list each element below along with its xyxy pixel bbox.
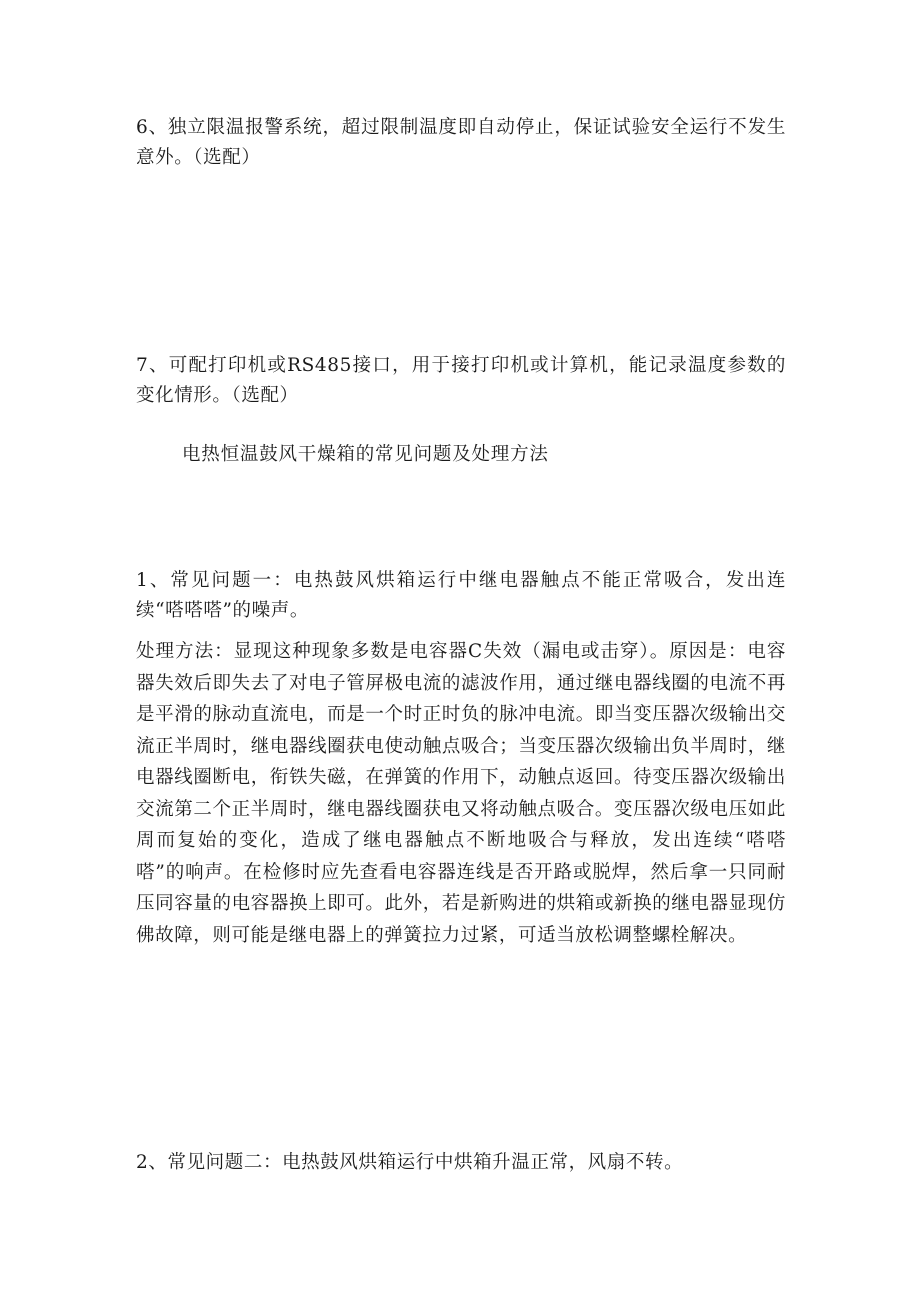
- problem-1-solution: 处理方法：显现这种现象多数是电容器C失效（漏电或击穿）。原因是：电容器失效后即失去了对电子管屏极电流的滤波作用，通过继电器线圈的电流不再是平滑的脉动直流电，而是一个时正时负的脉冲电流。即当变压器次级输出交流正半周时，继电器线圈获电使动触点吸合；当变压器次级输出负半周时，继电器线圈断电，衔铁失磁，在弹簧的作用下，动触点返回。待变压器次级输出交流第二个正半周时，继电器线圈获电又将动触点吸合。变压器次级电压如此周而复始的变化，造成了继电器触点不断地吸合与释放，发出连续“嗒嗒嗒”的响声。在检修时应先查看电容器连线是否开路或脱焊，然后拿一只同耐压同容量的电容器换上即可。此外，若是新购进的烘箱或新换的继电器显现仿佛故障，则可能是继电器上的弹簧拉力过紧，可适当放松调整螺栓解决。: [136, 641, 786, 946]
- section-title: 电热恒温鼓风干燥箱的常见问题及处理方法: [182, 444, 549, 465]
- item-7-paragraph: 7、可配打印机或RS485接口，用于接打印机或计算机，能记录温度参数的变化情形。（选配）: [136, 355, 786, 406]
- problem-1-title: 1、常见问题一：电热鼓风烘箱运行中继电器触点不能正常吸合，发出连续“嗒嗒嗒”的噪声。: [136, 570, 786, 621]
- item-6-paragraph: 6、独立限温报警系统，超过限制温度即自动停止，保证试验安全运行不发生意外。（选配）: [136, 117, 786, 168]
- problem-2-title: 2、常见问题二：电热鼓风烘箱运行中烘箱升温正常，风扇不转。: [136, 1152, 684, 1173]
